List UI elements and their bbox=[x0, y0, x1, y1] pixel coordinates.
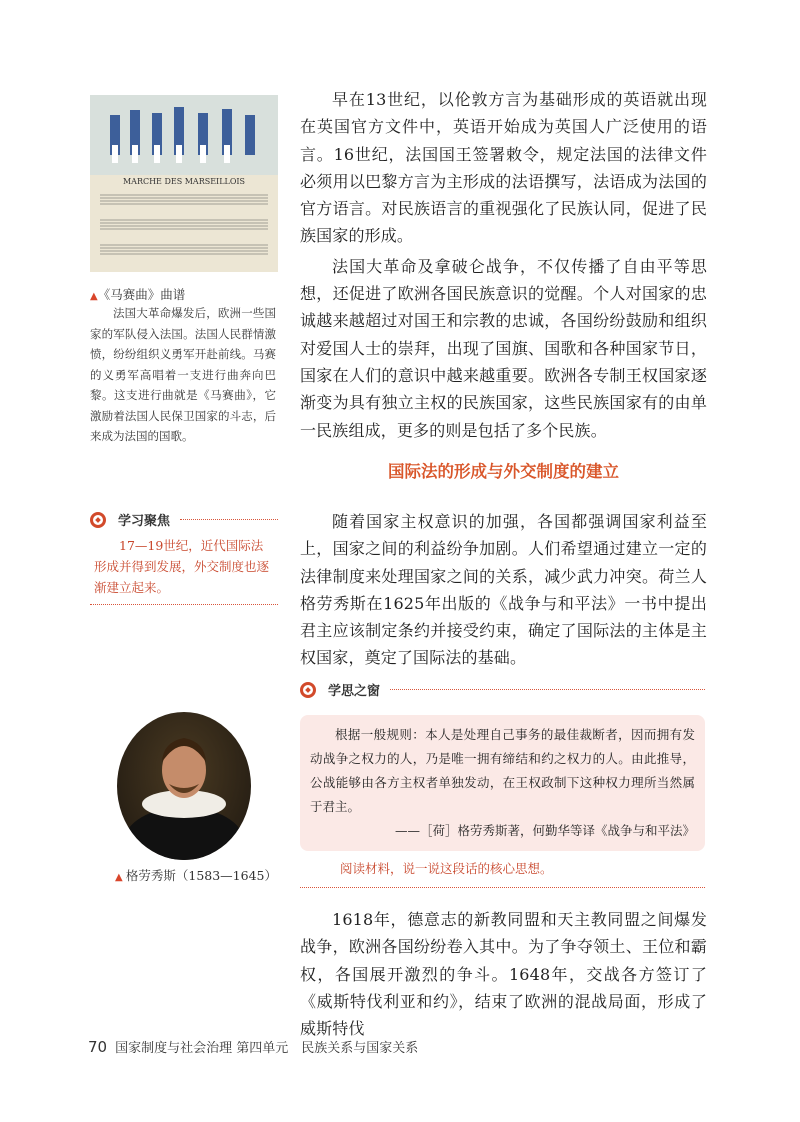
quote-source: ——［荷］格劳秀斯著，何勤华等译《战争与和平法》 bbox=[394, 823, 695, 838]
triangle-marker-icon: ▲ bbox=[90, 291, 98, 302]
section-title: 国际法的形成与外交制度的建立 bbox=[388, 462, 619, 481]
main-text-block-3 bbox=[300, 906, 707, 1042]
triangle-marker-icon: ▲ bbox=[115, 872, 126, 883]
quote-text: 根据一般规则：本人是处理自己事务的最佳裁断者，因而拥有发动战争之权力的人，乃是唯一拥有缔结和约之权力的人。由此推导，公战能够由各方主权者单独发动，在王权政制下这种权力理所当然属于君主。 bbox=[310, 727, 695, 814]
page-number: 70 bbox=[88, 1038, 108, 1056]
main-text-block-1 bbox=[300, 86, 707, 444]
focus-emblem-icon bbox=[90, 512, 106, 528]
image1-caption bbox=[90, 285, 185, 303]
sheet-title: MARCHE DES MARSEILLOIS bbox=[122, 177, 246, 186]
portrait-caption bbox=[115, 866, 277, 884]
thinking-window bbox=[300, 680, 705, 888]
focus-title: 学习聚焦 bbox=[118, 514, 171, 529]
paragraph: 1618年，德意志的新教同盟和天主教同盟之间爆发战争，欧洲各国纷纷卷入其中。为了争夺领土、王位和霸权，各国展开激烈的争斗。1648年，交战各方签订了《威斯特伐利亚和约》，结束了欧洲的混战局面，形成了威斯特伐 bbox=[300, 910, 707, 1039]
caption-text: 《马赛曲》曲谱 bbox=[97, 287, 186, 302]
portrait-illustration bbox=[117, 712, 251, 860]
paragraph: 早在13世纪，以伦敦方言为基础形成的英语就出现在英国官方文件中，英语开始成为英国人广泛使用的语言。16世纪，法国国王签署敕令，规定法国的法律文件必须用以巴黎方言为主形成的法语撰写，法语成为法国的官方语言。对民族语言的重视强化了民族认同，促进了民族国家的形成。 bbox=[300, 90, 707, 246]
thinking-window-title: 学思之窗 bbox=[328, 684, 381, 699]
image1-description: 法国大革命爆发后，欧洲一些国家的军队侵入法国。法国人民群情激愤，纷纷组织义勇军开赴前线。马赛的义勇军高唱着一支进行曲奔向巴黎。这支进行曲就是《马赛曲》，它激励着法国人民保卫国家的斗志，后来成为法国的国歌。 bbox=[90, 306, 276, 443]
footer-text: 国家制度与社会治理 第四单元 民族关系与国家关系 bbox=[115, 1041, 419, 1056]
quote-box bbox=[300, 715, 705, 851]
page-footer bbox=[88, 1037, 418, 1056]
marseillaise-sheet-image bbox=[90, 95, 278, 272]
thinking-emblem-icon bbox=[300, 682, 316, 698]
main-text-block-2 bbox=[300, 508, 707, 672]
caption-text: 格劳秀斯（1583—1645） bbox=[125, 868, 277, 883]
learning-focus-box bbox=[90, 510, 278, 605]
paragraph: 随着国家主权意识的加强，各国都强调国家利益至上，国家之间的利益纷争加剧。人们希望通过建立一定的法律制度来处理国家之间的关系，减少武力冲突。荷兰人格劳秀斯在1625年出版的《战争与和平法》一书中提出君主应该制定条约并接受约束，确定了国际法的主体是主权国家，奠定了国际法的基础。 bbox=[300, 512, 707, 668]
thinking-question: 阅读材料，说一说这段话的核心思想。 bbox=[340, 861, 553, 876]
focus-text: 17—19世纪，近代国际法形成并得到发展，外交制度也逐渐建立起来。 bbox=[94, 538, 270, 595]
grotius-portrait bbox=[117, 712, 251, 860]
paragraph: 法国大革命及拿破仑战争，不仅传播了自由平等思想，还促进了欧洲各国民族意识的觉醒。个人对国家的忠诚越来越超过对国王和宗教的忠诚，各国纷纷鼓励和组织对爱国人士的崇拜，出现了国旗、国歌和各种国家节日，国家在人们的意识中越来越重要。欧洲各专制王权国家逐渐变为具有独立主权的民族国家，这些民族国家有的由单一民族组成，更多的则是包括了多个民族。 bbox=[300, 256, 707, 440]
